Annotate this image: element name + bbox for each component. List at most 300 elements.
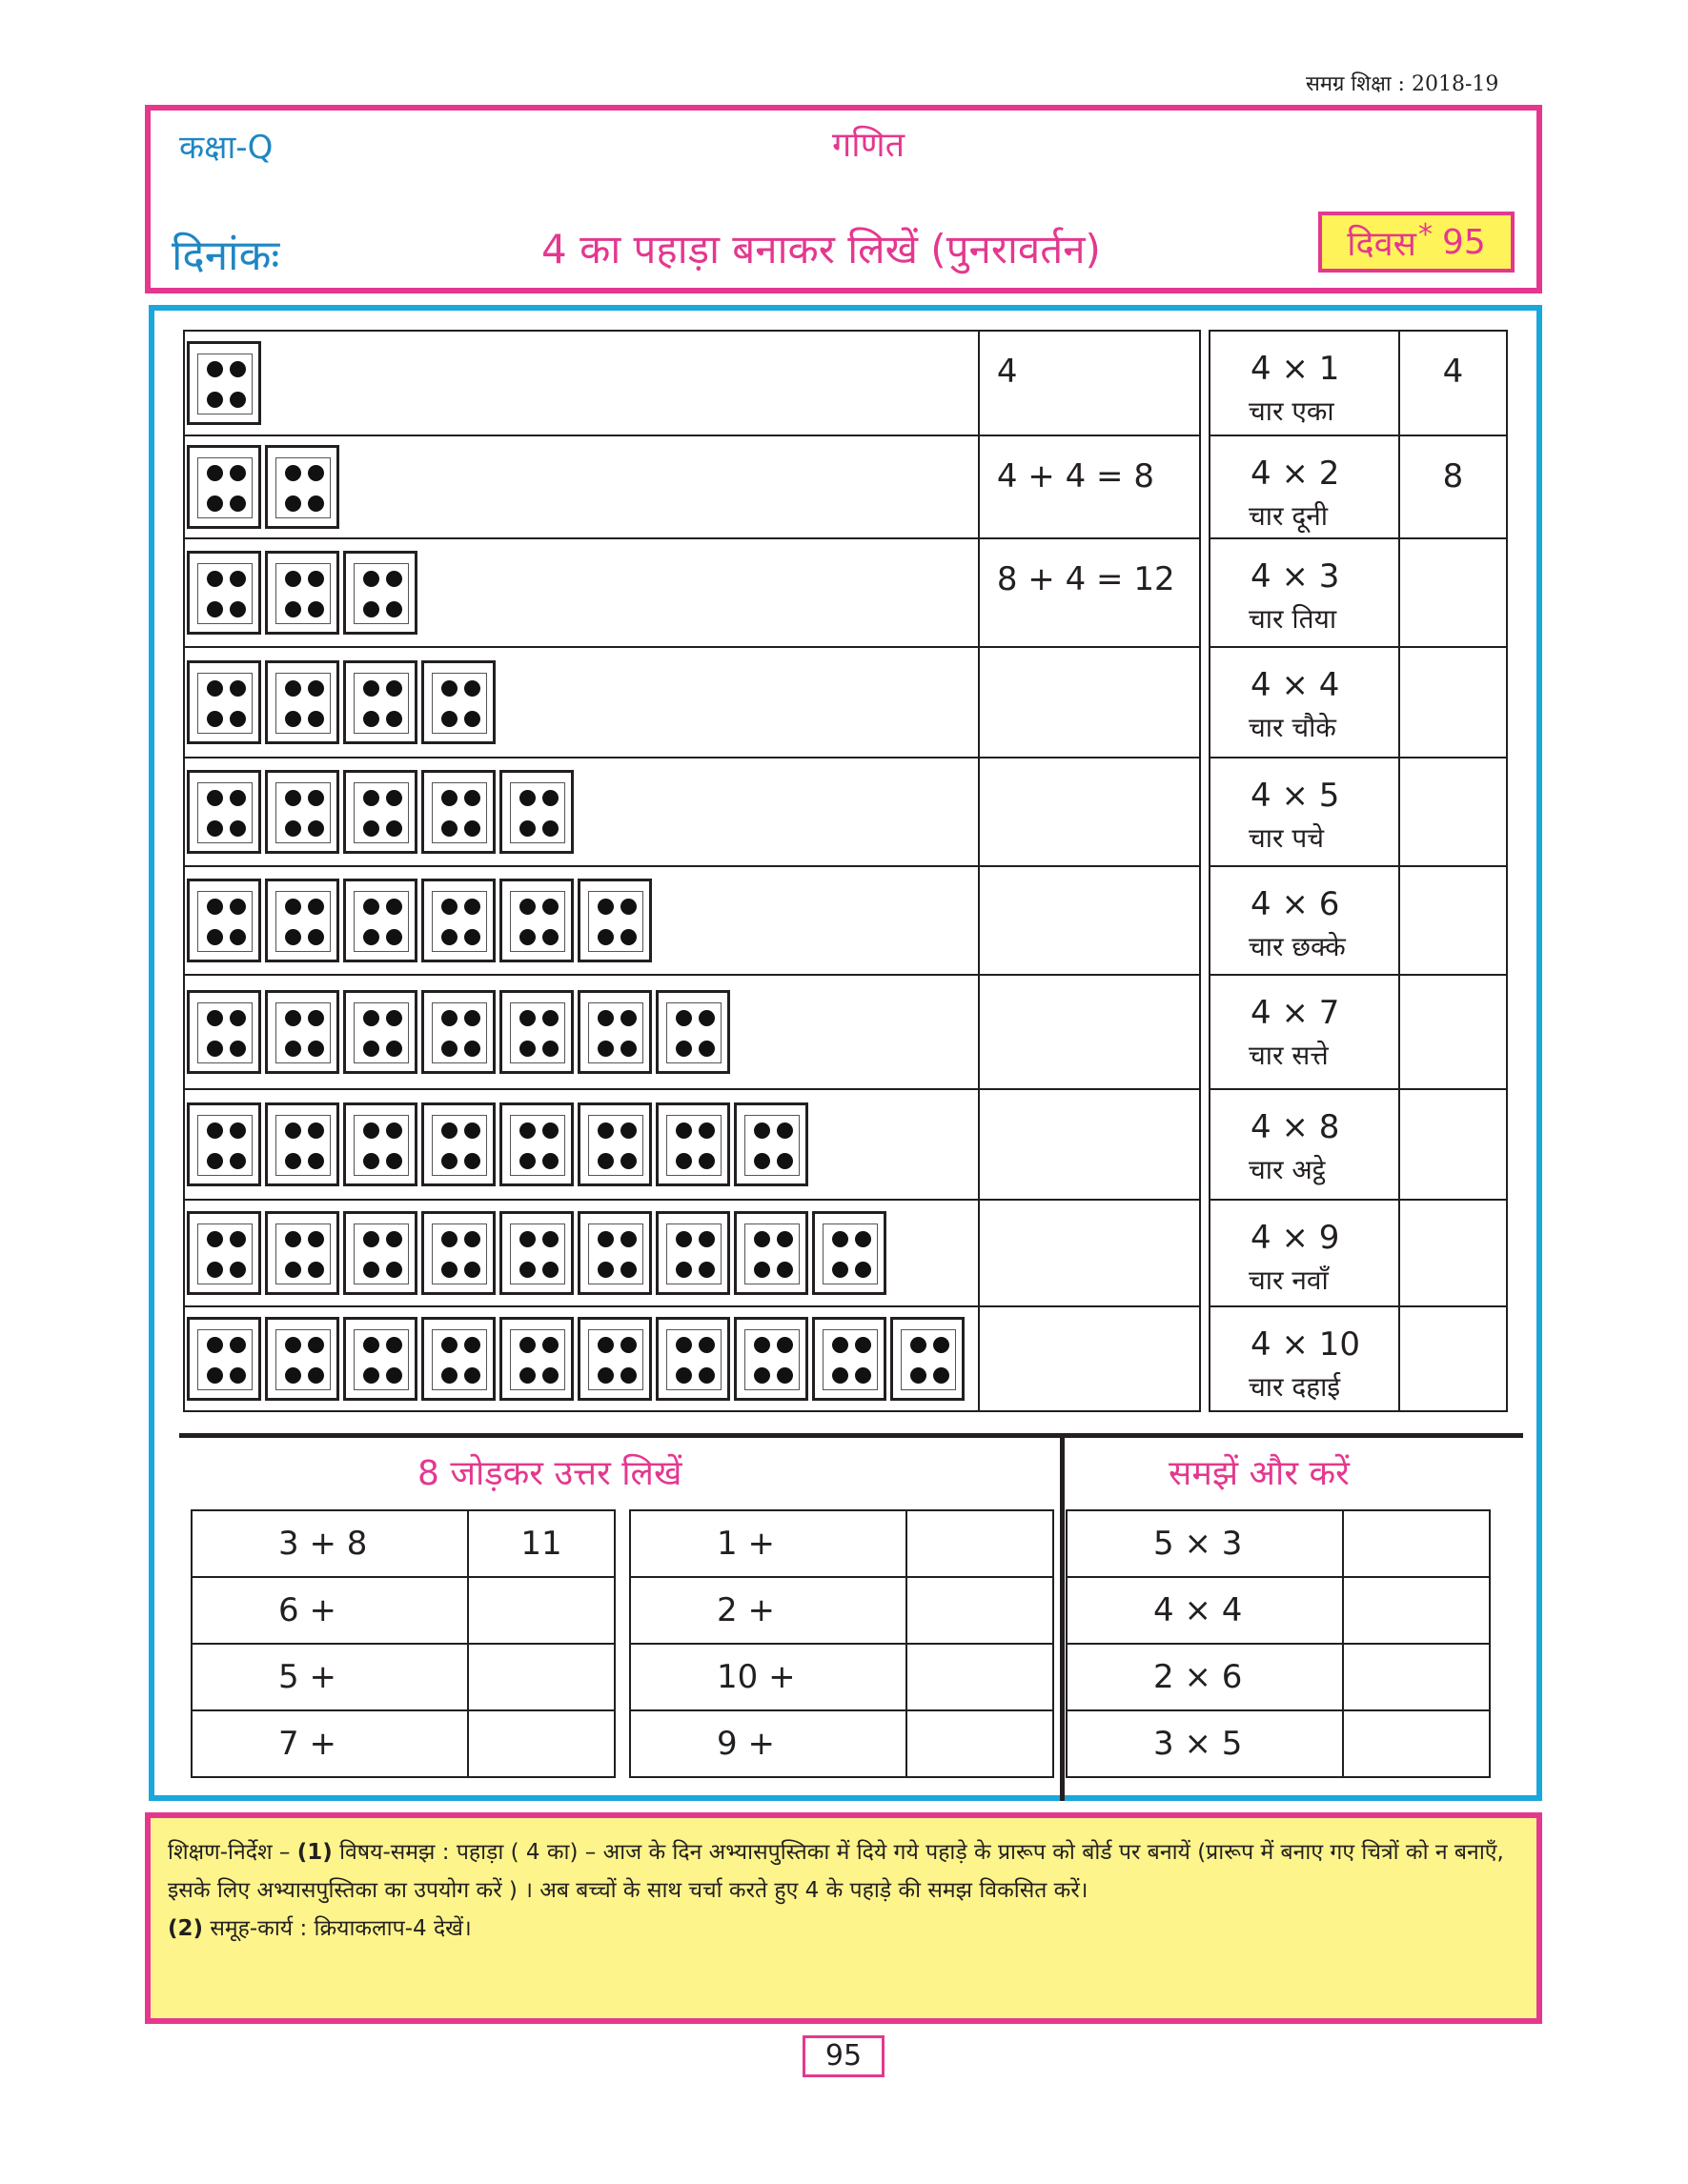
dot	[542, 1367, 559, 1384]
page-title: 4 का पहाड़ा बनाकर लिखें (पुनरावर्तन)	[541, 226, 1101, 273]
domino-four-dots	[421, 770, 496, 854]
domino-four-dots	[187, 1317, 261, 1401]
dot	[285, 1262, 301, 1278]
dot	[363, 1367, 379, 1384]
dot	[363, 711, 379, 727]
dot	[285, 465, 301, 481]
multiplication-row	[1210, 975, 1507, 1089]
dot	[386, 1231, 402, 1247]
dot	[676, 1153, 692, 1169]
domino-four-dots	[343, 879, 417, 962]
sum-cell[interactable]	[979, 647, 1200, 758]
dot	[542, 1231, 559, 1247]
domino-four-dots	[421, 1102, 496, 1186]
domino-group	[187, 990, 976, 1074]
domino-four-dots	[265, 660, 339, 744]
domino-four-dots	[187, 990, 261, 1074]
domino-four-dots	[187, 660, 261, 744]
dot	[207, 1262, 223, 1278]
dot	[285, 495, 301, 512]
dot	[542, 899, 559, 915]
dot	[207, 392, 223, 408]
dot	[933, 1367, 949, 1384]
notes-p1-num: (1)	[296, 1840, 333, 1865]
question-cell: 4 × 4	[1067, 1577, 1343, 1644]
dot	[754, 1262, 770, 1278]
domino-four-dots	[343, 660, 417, 744]
dominoes-cell	[184, 1306, 979, 1411]
domino-group	[187, 879, 976, 962]
dot	[464, 820, 480, 837]
dominoes-cell	[184, 866, 979, 975]
answer-cell[interactable]	[1343, 1710, 1490, 1777]
dot	[542, 929, 559, 945]
understand-title: समझें और करें	[1169, 1454, 1350, 1493]
exercise-row	[630, 1577, 1053, 1644]
dot	[598, 1337, 614, 1353]
dot	[441, 711, 458, 727]
date-label: दिनांकः	[172, 232, 280, 280]
dominoes-cell	[184, 1089, 979, 1200]
dot	[285, 929, 301, 945]
dot	[363, 1122, 379, 1139]
multiplication-row	[1210, 435, 1507, 538]
question-cell: 6 +	[192, 1577, 468, 1644]
exercise-row	[630, 1644, 1053, 1710]
domino-four-dots	[890, 1317, 965, 1401]
dot	[519, 1122, 536, 1139]
dot	[386, 680, 402, 697]
dot	[676, 1367, 692, 1384]
domino-four-dots	[265, 879, 339, 962]
dot	[363, 680, 379, 697]
dot	[207, 495, 223, 512]
exercise-row	[192, 1577, 615, 1644]
dot	[441, 1010, 458, 1026]
domino-group	[187, 1317, 976, 1401]
domino-four-dots	[421, 1211, 496, 1295]
domino-four-dots	[499, 1317, 574, 1401]
dot	[620, 1041, 637, 1057]
sum-cell[interactable]	[979, 1089, 1200, 1200]
expression-text: 4 × 8	[1251, 1108, 1340, 1146]
dot	[363, 820, 379, 837]
domino-four-dots	[578, 1211, 652, 1295]
section-divider-horizontal	[179, 1433, 1523, 1438]
dot	[207, 1122, 223, 1139]
day-number: 95	[1441, 222, 1486, 262]
dot	[386, 899, 402, 915]
dominoes-cell	[184, 435, 979, 538]
teaching-notes	[145, 1812, 1542, 2024]
expression-text: 4 × 7	[1251, 994, 1340, 1032]
dot	[441, 899, 458, 915]
dot	[386, 929, 402, 945]
dot	[285, 1337, 301, 1353]
dot	[363, 1337, 379, 1353]
answer-cell[interactable]	[1343, 1577, 1490, 1644]
dot	[598, 1262, 614, 1278]
dot	[464, 1367, 480, 1384]
domino-table	[183, 330, 1201, 1412]
dot	[754, 1122, 770, 1139]
sum-cell[interactable]: 4	[979, 331, 1200, 435]
dot	[542, 1153, 559, 1169]
dot	[620, 1122, 637, 1139]
dot	[308, 571, 324, 587]
domino-four-dots	[343, 1317, 417, 1401]
dot	[620, 1337, 637, 1353]
dot	[855, 1231, 871, 1247]
sum-cell[interactable]	[979, 866, 1200, 975]
notes-p2-head: समूह-कार्य	[210, 1916, 294, 1941]
dot	[598, 1231, 614, 1247]
dot	[598, 1010, 614, 1026]
dot	[832, 1262, 848, 1278]
dot	[230, 495, 246, 512]
multiplication-row	[1210, 1200, 1507, 1306]
dot	[620, 1367, 637, 1384]
dot	[230, 465, 246, 481]
dot	[542, 1122, 559, 1139]
domino-group	[187, 660, 976, 744]
dot	[308, 820, 324, 837]
dot	[676, 1122, 692, 1139]
domino-four-dots	[499, 879, 574, 962]
domino-group	[187, 1211, 976, 1295]
dot	[386, 1122, 402, 1139]
day-label: दिवस	[1347, 224, 1416, 264]
dot	[464, 790, 480, 806]
domino-four-dots	[812, 1211, 886, 1295]
answer-cell[interactable]	[468, 1577, 615, 1644]
notes-p1-head: विषय-समझ :	[339, 1840, 450, 1865]
dot	[386, 1262, 402, 1278]
domino-four-dots	[734, 1317, 808, 1401]
question-cell: 2 +	[630, 1577, 906, 1644]
domino-row	[184, 1200, 1200, 1306]
answer-cell[interactable]: 11	[468, 1510, 615, 1577]
question-cell: 2 × 6	[1067, 1644, 1343, 1710]
answer-cell[interactable]	[906, 1577, 1053, 1644]
answer-cell[interactable]	[1399, 538, 1507, 647]
answer-cell[interactable]	[1399, 647, 1507, 758]
domino-group	[187, 770, 976, 854]
expression-words: चार पचे	[1249, 821, 1325, 854]
answer-cell[interactable]: 4	[1399, 331, 1507, 435]
header-box	[145, 105, 1542, 293]
sum-cell[interactable]	[979, 975, 1200, 1089]
dot	[207, 820, 223, 837]
expression-words: चार अट्ठे	[1249, 1153, 1326, 1185]
dot	[777, 1231, 793, 1247]
notes-p2-num: (2)	[168, 1916, 204, 1941]
dot	[230, 1122, 246, 1139]
domino-row	[184, 1089, 1200, 1200]
dot	[676, 1231, 692, 1247]
answer-cell[interactable]	[1399, 1306, 1507, 1411]
dot	[386, 1337, 402, 1353]
dominoes-cell	[184, 1200, 979, 1306]
question-cell: 3 + 8	[192, 1510, 468, 1577]
dot	[910, 1337, 926, 1353]
expression-text: 4 × 2	[1251, 455, 1340, 493]
subject-label: गणित	[832, 126, 905, 165]
dot	[910, 1367, 926, 1384]
dot	[207, 1153, 223, 1169]
answer-cell[interactable]	[1399, 758, 1507, 866]
add8-left-table	[191, 1509, 616, 1778]
domino-four-dots	[734, 1102, 808, 1186]
dot	[855, 1262, 871, 1278]
dot	[754, 1231, 770, 1247]
domino-four-dots	[265, 1102, 339, 1186]
dot	[207, 1231, 223, 1247]
dot	[386, 571, 402, 587]
multiplication-expression	[1210, 975, 1399, 1089]
dot	[598, 929, 614, 945]
dot	[441, 1231, 458, 1247]
dot	[620, 1010, 637, 1026]
answer-cell[interactable]	[906, 1510, 1053, 1577]
dot	[363, 571, 379, 587]
dot	[308, 680, 324, 697]
domino-row	[184, 758, 1200, 866]
dot	[285, 711, 301, 727]
dot	[699, 1153, 715, 1169]
dot	[363, 1231, 379, 1247]
answer-cell[interactable]	[1399, 1200, 1507, 1306]
multiplication-expression	[1210, 647, 1399, 758]
answer-cell[interactable]	[1399, 975, 1507, 1089]
dot	[464, 1231, 480, 1247]
dot	[519, 1153, 536, 1169]
domino-four-dots	[421, 990, 496, 1074]
dot	[933, 1337, 949, 1353]
exercise-row	[1067, 1577, 1490, 1644]
dot	[598, 899, 614, 915]
domino-four-dots	[187, 551, 261, 635]
dot	[386, 1153, 402, 1169]
dot	[598, 1153, 614, 1169]
domino-four-dots	[578, 879, 652, 962]
multiplication-expression	[1210, 435, 1399, 538]
dot	[207, 899, 223, 915]
domino-four-dots	[499, 1102, 574, 1186]
answer-cell[interactable]	[906, 1710, 1053, 1777]
expression-words: चार सत्ते	[1249, 1039, 1329, 1071]
dot	[519, 1262, 536, 1278]
dot	[464, 1122, 480, 1139]
dot	[230, 1367, 246, 1384]
dot	[699, 1041, 715, 1057]
answer-cell[interactable]	[468, 1710, 615, 1777]
dot	[777, 1367, 793, 1384]
dot	[620, 1262, 637, 1278]
multiplication-row	[1210, 866, 1507, 975]
dot	[363, 601, 379, 617]
domino-four-dots	[265, 990, 339, 1074]
dot	[363, 1010, 379, 1026]
dot	[542, 820, 559, 837]
dot	[699, 1337, 715, 1353]
dot	[464, 929, 480, 945]
dot	[230, 571, 246, 587]
domino-four-dots	[812, 1317, 886, 1401]
dot	[542, 790, 559, 806]
multiplication-expression	[1210, 1089, 1399, 1200]
dot	[464, 1153, 480, 1169]
multiplication-table	[1209, 330, 1508, 1412]
domino-four-dots	[343, 1211, 417, 1295]
domino-four-dots	[734, 1211, 808, 1295]
dot	[519, 790, 536, 806]
dot	[308, 1262, 324, 1278]
expression-words: चार दहाई	[1249, 1370, 1341, 1403]
dot	[285, 790, 301, 806]
dot	[285, 899, 301, 915]
dot	[308, 1010, 324, 1026]
domino-four-dots	[343, 1102, 417, 1186]
domino-four-dots	[656, 1211, 730, 1295]
dot	[620, 899, 637, 915]
answer-cell[interactable]	[1399, 1089, 1507, 1200]
dot	[308, 1153, 324, 1169]
domino-four-dots	[499, 1211, 574, 1295]
dot	[308, 1231, 324, 1247]
domino-four-dots	[265, 445, 339, 529]
expression-text: 4 × 5	[1251, 777, 1340, 815]
dot	[207, 1367, 223, 1384]
domino-four-dots	[265, 770, 339, 854]
dot	[308, 1041, 324, 1057]
dot	[598, 1367, 614, 1384]
dot	[699, 1231, 715, 1247]
answer-cell[interactable]: 8	[1399, 435, 1507, 538]
dot	[777, 1122, 793, 1139]
add8-right-table	[629, 1509, 1054, 1778]
domino-row	[184, 975, 1200, 1089]
dot	[363, 899, 379, 915]
question-cell: 1 +	[630, 1510, 906, 1577]
multiplication-row	[1210, 647, 1507, 758]
dot	[230, 1010, 246, 1026]
dot	[285, 1231, 301, 1247]
multiplication-row	[1210, 1306, 1507, 1411]
dot	[285, 571, 301, 587]
domino-row	[184, 538, 1200, 647]
dot	[207, 465, 223, 481]
dot	[308, 711, 324, 727]
dot	[386, 711, 402, 727]
domino-four-dots	[265, 1211, 339, 1295]
dot	[699, 1262, 715, 1278]
domino-four-dots	[421, 1317, 496, 1401]
dot	[230, 899, 246, 915]
dot	[542, 1262, 559, 1278]
dot	[285, 601, 301, 617]
exercise-row	[192, 1510, 615, 1577]
answer-cell[interactable]	[468, 1644, 615, 1710]
answer-cell[interactable]	[906, 1644, 1053, 1710]
expression-text: 4 × 4	[1251, 666, 1340, 704]
dot	[676, 1337, 692, 1353]
dot	[285, 820, 301, 837]
dot	[441, 1337, 458, 1353]
answer-cell[interactable]	[1343, 1644, 1490, 1710]
dominoes-cell	[184, 331, 979, 435]
dot	[285, 1153, 301, 1169]
dot	[464, 680, 480, 697]
dot	[519, 820, 536, 837]
dot	[542, 1337, 559, 1353]
dot	[308, 601, 324, 617]
dot	[441, 929, 458, 945]
dot	[464, 1010, 480, 1026]
dot	[207, 361, 223, 377]
domino-four-dots	[656, 1102, 730, 1186]
sum-cell[interactable]: 4 + 4 = 8	[979, 435, 1200, 538]
question-cell: 5 +	[192, 1644, 468, 1710]
dot	[542, 1041, 559, 1057]
dot	[230, 1231, 246, 1247]
answer-cell[interactable]	[1343, 1510, 1490, 1577]
sum-cell[interactable]	[979, 1306, 1200, 1411]
expression-words: चार नवाँ	[1249, 1264, 1329, 1296]
dot	[676, 1262, 692, 1278]
dot	[519, 1010, 536, 1026]
dot	[620, 1231, 637, 1247]
dot	[386, 1010, 402, 1026]
sum-cell[interactable]	[979, 1200, 1200, 1306]
dominoes-cell	[184, 647, 979, 758]
star-icon: *	[1417, 217, 1433, 252]
dot	[363, 1041, 379, 1057]
question-cell: 9 +	[630, 1710, 906, 1777]
understand-table	[1066, 1509, 1491, 1778]
expression-words: चार छक्के	[1249, 930, 1346, 962]
dot	[699, 1122, 715, 1139]
dot	[464, 1262, 480, 1278]
sum-cell[interactable]	[979, 758, 1200, 866]
dot	[363, 929, 379, 945]
domino-four-dots	[265, 551, 339, 635]
domino-four-dots	[187, 879, 261, 962]
dot	[441, 1262, 458, 1278]
domino-four-dots	[187, 770, 261, 854]
dot	[207, 571, 223, 587]
multiplication-expression	[1210, 1306, 1399, 1411]
multiplication-expression	[1210, 866, 1399, 975]
dot	[386, 790, 402, 806]
domino-row	[184, 435, 1200, 538]
top-right-label: समग्र शिक्षा : 2018-19	[1306, 72, 1499, 96]
multiplication-row	[1210, 538, 1507, 647]
sum-cell[interactable]: 8 + 4 = 12	[979, 538, 1200, 647]
dot	[620, 929, 637, 945]
add8-title: 8 जोड़कर उत्तर लिखें	[417, 1454, 682, 1493]
dot	[207, 790, 223, 806]
dot	[363, 1262, 379, 1278]
dot	[598, 1041, 614, 1057]
dot	[598, 1122, 614, 1139]
answer-cell[interactable]	[1399, 866, 1507, 975]
dot	[441, 680, 458, 697]
dot	[308, 790, 324, 806]
notes-p2-text: : क्रियाकलाप-4 देखें।	[299, 1916, 472, 1941]
expression-words: चार चौके	[1249, 711, 1336, 743]
multiplication-row	[1210, 758, 1507, 866]
